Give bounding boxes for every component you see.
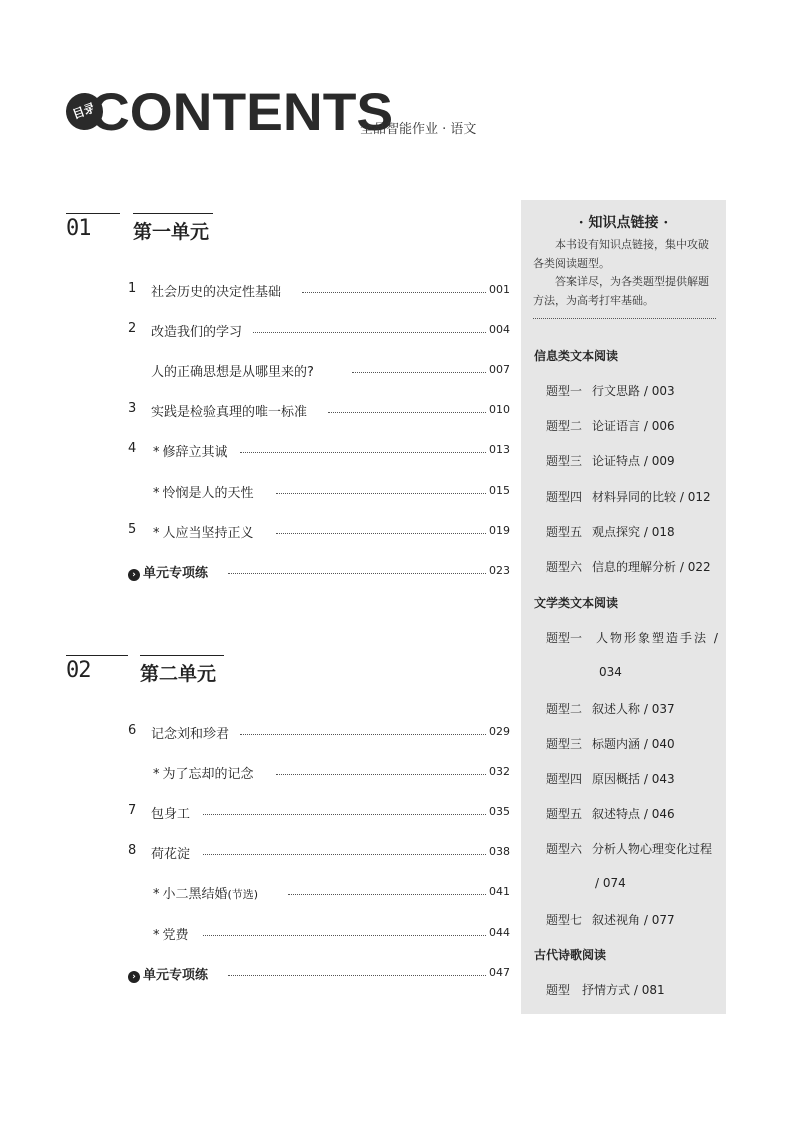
toc-entry[interactable] xyxy=(128,321,510,341)
unit-practice-title: 单元专项练 xyxy=(143,566,209,581)
lesson-number: 3 xyxy=(128,401,137,416)
question-desc: 人物形象塑造手法 / xyxy=(596,631,720,645)
question-type: 题型六 xyxy=(546,560,583,574)
unit-number: 02 xyxy=(66,655,128,683)
question-type: 题型四 xyxy=(546,772,583,786)
question-desc: 论证特点 / 009 xyxy=(592,454,675,468)
question-desc: 叙述特点 / 046 xyxy=(592,807,675,821)
toc-entry[interactable] xyxy=(128,441,510,461)
question-desc: 论证语言 / 006 xyxy=(592,419,675,433)
question-type: 题型三 xyxy=(546,737,583,751)
sidebar-category: 信息类文本阅读 xyxy=(534,349,619,363)
lesson-number: 7 xyxy=(128,803,137,818)
leader-dots xyxy=(228,573,486,574)
page-number: 019 xyxy=(489,524,510,537)
page-number: 032 xyxy=(489,765,510,778)
toc-entry-unit-practice[interactable] xyxy=(128,562,510,582)
question-type: 题型五 xyxy=(546,525,583,539)
optional-mark: * xyxy=(153,928,160,943)
sidebar-item[interactable] xyxy=(546,700,675,717)
toc-entry[interactable] xyxy=(128,924,510,944)
lesson-note: (节选) xyxy=(227,888,259,901)
page-number: 010 xyxy=(489,403,510,416)
toc-entry[interactable] xyxy=(128,723,510,743)
lesson-number: 1 xyxy=(128,281,137,296)
unit-heading-2 xyxy=(66,655,246,695)
unit-practice-title: 单元专项练 xyxy=(143,968,209,983)
leader-dots xyxy=(203,854,486,855)
question-type: 题型四 xyxy=(546,490,583,504)
sidebar-intro-1: 本书设有知识点链接，集中攻破各类阅读题型。 xyxy=(533,238,709,270)
question-type: 题型三 xyxy=(546,454,583,468)
question-desc: 叙述视角 / 077 xyxy=(592,913,675,927)
page-header xyxy=(66,83,506,142)
lesson-number: 8 xyxy=(128,843,137,858)
leader-dots xyxy=(228,975,486,976)
sidebar-item[interactable] xyxy=(546,911,675,928)
question-type: 题型 xyxy=(546,983,571,997)
toc-entry[interactable] xyxy=(128,843,510,863)
lesson-title: 小二黑结婚 xyxy=(162,887,228,902)
sidebar-item[interactable] xyxy=(546,417,675,434)
lesson-title: 改造我们的学习 xyxy=(151,325,243,340)
leader-dots xyxy=(240,734,486,735)
optional-mark: * xyxy=(153,486,160,501)
lesson-number: 4 xyxy=(128,441,137,456)
unit-heading-1 xyxy=(66,213,226,253)
sidebar-item[interactable] xyxy=(546,805,675,822)
lesson-title: 社会历史的决定性基础 xyxy=(151,285,282,300)
lesson-number: 2 xyxy=(128,321,137,336)
question-desc: 抒情方式 / 081 xyxy=(582,983,665,997)
arrow-right-icon: › xyxy=(128,971,140,983)
page-number: 038 xyxy=(489,845,510,858)
sidebar-item[interactable] xyxy=(546,735,675,752)
leader-dots xyxy=(328,412,486,413)
sidebar-item[interactable] xyxy=(546,452,675,469)
leader-dots xyxy=(253,332,486,333)
unit-title: 第一单元 xyxy=(133,213,213,244)
page-number: 041 xyxy=(489,885,510,898)
sidebar-item[interactable] xyxy=(546,629,720,646)
sidebar-item-cont: / 074 xyxy=(595,876,626,890)
toc-entry[interactable] xyxy=(128,883,510,903)
page-number: 013 xyxy=(489,443,510,456)
unit-number: 01 xyxy=(66,213,120,241)
leader-dots xyxy=(302,292,486,293)
contents-badge-icon: 目录 xyxy=(61,88,108,135)
leader-dots xyxy=(203,935,486,936)
sidebar-item[interactable] xyxy=(546,558,711,575)
question-desc: 观点探究 / 018 xyxy=(592,525,675,539)
unit-title: 第二单元 xyxy=(140,655,224,686)
toc-entry[interactable] xyxy=(128,361,510,381)
lesson-title: 修辞立其诚 xyxy=(162,445,228,460)
question-desc: 信息的理解分析 / 022 xyxy=(592,560,711,574)
question-type: 题型五 xyxy=(546,807,583,821)
question-desc: 行文思路 / 003 xyxy=(592,384,675,398)
leader-dots xyxy=(203,814,486,815)
arrow-right-icon: › xyxy=(128,569,140,581)
toc-entry[interactable] xyxy=(128,763,510,783)
sidebar-item[interactable] xyxy=(546,382,675,399)
sidebar-category: 文学类文本阅读 xyxy=(534,596,619,610)
page-number: 023 xyxy=(489,564,510,577)
optional-mark: * xyxy=(153,767,160,782)
question-type: 题型一 xyxy=(546,384,583,398)
series-subtitle: 全品智能作业 · 语文 xyxy=(360,122,477,137)
lesson-number: 5 xyxy=(128,522,137,537)
page-number: 029 xyxy=(489,725,510,738)
sidebar-divider xyxy=(533,318,716,319)
optional-mark: * xyxy=(153,445,160,460)
optional-mark: * xyxy=(153,526,160,541)
question-type: 题型二 xyxy=(546,702,583,716)
sidebar-title: · 知识点链接 · xyxy=(578,215,669,231)
page-number: 004 xyxy=(489,323,510,336)
lesson-title: 实践是检验真理的唯一标准 xyxy=(151,405,308,420)
question-desc: 材料异同的比较 / 012 xyxy=(592,490,711,504)
lesson-title: 人应当坚持正义 xyxy=(162,526,254,541)
page-number: 007 xyxy=(489,363,510,376)
question-type: 题型一 xyxy=(546,631,583,645)
sidebar-item[interactable] xyxy=(546,523,675,540)
toc-entry[interactable] xyxy=(128,482,510,502)
leader-dots xyxy=(276,533,486,534)
leader-dots xyxy=(352,372,486,373)
toc-entry[interactable] xyxy=(128,281,510,301)
page-number: 035 xyxy=(489,805,510,818)
question-type: 题型六 xyxy=(546,842,583,856)
question-type: 题型二 xyxy=(546,419,583,433)
leader-dots xyxy=(240,452,486,453)
page-number: 044 xyxy=(489,926,510,939)
page-number: 015 xyxy=(489,484,510,497)
toc-entry[interactable] xyxy=(128,803,510,823)
leader-dots xyxy=(276,493,486,494)
page-number: 001 xyxy=(489,283,510,296)
lesson-title: 记念刘和珍君 xyxy=(151,727,230,742)
lesson-title: 人的正确思想是从哪里来的? xyxy=(151,365,314,380)
sidebar-intro-2: 答案详尽，为各类题型提供解题方法，为高考打牢基础。 xyxy=(533,275,709,307)
question-type: 题型七 xyxy=(546,913,583,927)
knowledge-link-sidebar xyxy=(521,200,726,1014)
lesson-title: 包身工 xyxy=(151,807,191,822)
lesson-title: 荷花淀 xyxy=(151,847,191,862)
lesson-title: 怜悯是人的天性 xyxy=(162,486,254,501)
question-desc: 原因概括 / 043 xyxy=(592,772,675,786)
toc-entry-unit-practice[interactable] xyxy=(128,964,510,984)
sidebar-item[interactable] xyxy=(546,488,711,505)
sidebar-category: 古代诗歌阅读 xyxy=(534,948,607,962)
sidebar-item[interactable] xyxy=(546,840,712,857)
optional-mark: * xyxy=(153,887,160,902)
lesson-number: 6 xyxy=(128,723,137,738)
question-desc: 叙述人称 / 037 xyxy=(592,702,675,716)
contents-title: CONTENTS xyxy=(90,83,394,142)
lesson-title: 党费 xyxy=(162,928,189,943)
question-desc: 分析人物心理变化过程 xyxy=(592,842,713,856)
lesson-title: 为了忘却的记念 xyxy=(162,767,254,782)
question-desc: 标题内涵 / 040 xyxy=(592,737,675,751)
toc-entry[interactable] xyxy=(128,522,510,542)
page-number: 047 xyxy=(489,966,510,979)
leader-dots xyxy=(288,894,486,895)
toc-entry[interactable] xyxy=(128,401,510,421)
sidebar-item[interactable] xyxy=(546,770,675,787)
sidebar-item-cont: 034 xyxy=(599,665,622,679)
sidebar-item[interactable] xyxy=(546,981,665,998)
leader-dots xyxy=(276,774,486,775)
